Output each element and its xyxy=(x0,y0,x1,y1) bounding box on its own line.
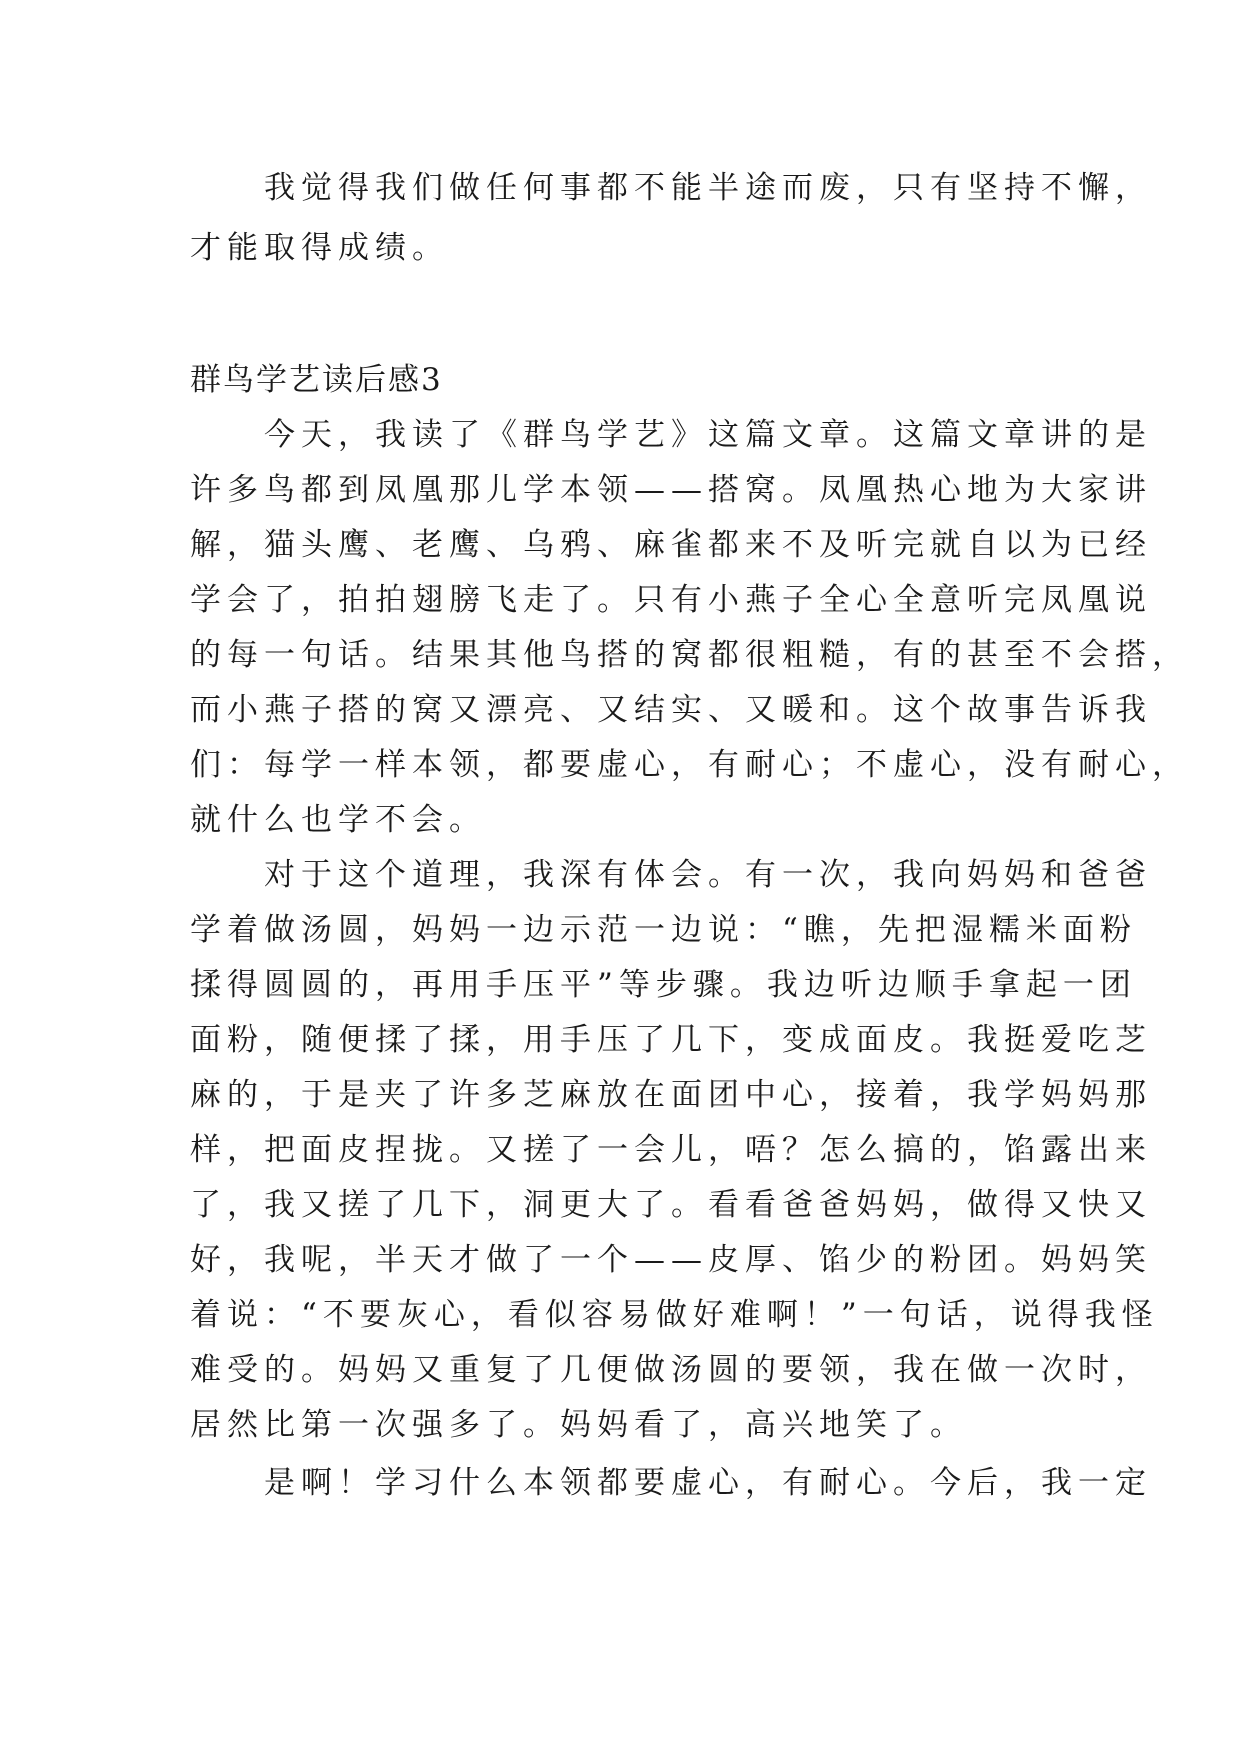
paragraph-3-line-3: 揉得圆圆的，再用手压平”等步骤。我边听边顺手拿起一团 xyxy=(190,967,1137,1003)
paragraph-3-line-8: 好，我呢，半天才做了一个——皮厚、馅少的粉团。妈妈笑 xyxy=(190,1242,1152,1278)
paragraph-3-line-5: 麻的，于是夹了许多芝麻放在面团中心，接着，我学妈妈那 xyxy=(190,1077,1152,1113)
paragraph-2-line-4: 学会了，拍拍翅膀飞走了。只有小燕子全心全意听完凤凰说 xyxy=(190,582,1152,618)
paragraph-2-line-8: 就什么也学不会。 xyxy=(190,802,486,838)
paragraph-4-line-1: 是啊！学习什么本领都要虚心，有耐心。今后，我一定 xyxy=(190,1465,1152,1501)
paragraph-2-line-5: 的每一句话。结果其他鸟搭的窝都很粗糙，有的甚至不会搭， xyxy=(190,637,1189,673)
paragraph-3-line-11: 居然比第一次强多了。妈妈看了，高兴地笑了。 xyxy=(190,1407,967,1443)
paragraph-3-line-9: 着说：“不要灰心，看似容易做好难啊！”一句话，说得我怪 xyxy=(190,1297,1159,1333)
paragraph-2-line-1: 今天，我读了《群鸟学艺》这篇文章。这篇文章讲的是 xyxy=(190,417,1152,453)
paragraph-1-line-1: 我觉得我们做任何事都不能半途而废，只有坚持不懈， xyxy=(190,170,1152,206)
paragraph-2-line-6: 而小燕子搭的窝又漂亮、又结实、又暖和。这个故事告诉我 xyxy=(190,692,1152,728)
paragraph-2-line-2: 许多鸟都到凤凰那儿学本领——搭窝。凤凰热心地为大家讲 xyxy=(190,472,1152,508)
paragraph-3-line-6: 样，把面皮捏拢。又搓了一会儿，唔？怎么搞的，馅露出来 xyxy=(190,1132,1152,1168)
paragraph-3-line-1: 对于这个道理，我深有体会。有一次，我向妈妈和爸爸 xyxy=(190,857,1152,893)
paragraph-3-line-10: 难受的。妈妈又重复了几便做汤圆的要领，我在做一次时， xyxy=(190,1352,1152,1388)
section-title: 群鸟学艺读后感3 xyxy=(190,362,443,398)
paragraph-3-line-2: 学着做汤圆，妈妈一边示范一边说：“瞧，先把湿糯米面粉 xyxy=(190,912,1137,948)
paragraph-1-line-2: 才能取得成绩。 xyxy=(190,230,449,266)
paragraph-2-line-7: 们：每学一样本领，都要虚心，有耐心；不虚心，没有耐心， xyxy=(190,747,1189,783)
paragraph-2-line-3: 解，猫头鹰、老鹰、乌鸦、麻雀都来不及听完就自以为已经 xyxy=(190,527,1152,563)
paragraph-3-line-4: 面粉，随便揉了揉，用手压了几下，变成面皮。我挺爱吃芝 xyxy=(190,1022,1152,1058)
paragraph-3-line-7: 了，我又搓了几下，洞更大了。看看爸爸妈妈，做得又快又 xyxy=(190,1187,1152,1223)
